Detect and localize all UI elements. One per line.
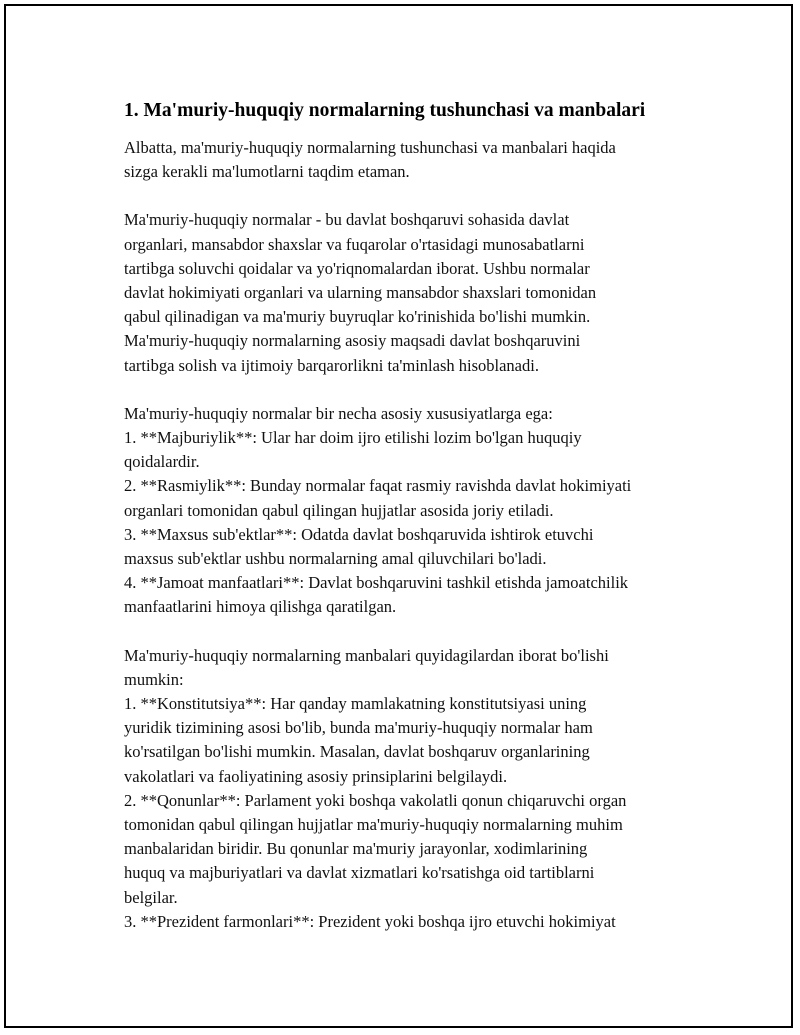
text-line: sizga kerakli ma'lumotlarni taqdim etaman.	[124, 162, 410, 182]
list-item-line: qoidalardir.	[124, 452, 200, 472]
list-item-line: yuridik tizimining asosi bo'lib, bunda ma'muriy-huquqiy normalar ham	[124, 718, 593, 738]
list-item-line: organlari tomonidan qabul qilingan hujjatlar asosida joriy etiladi.	[124, 500, 554, 520]
text-line: Ma'muriy-huquqiy normalarning manbalari quyidagilardan iborat bo'lishi	[124, 645, 609, 665]
list-item-line: 4. **Jamoat manfaatlari**: Davlat boshqaruvini tashkil etishda jamoatchilik	[124, 573, 629, 593]
text-line: Albatta, ma'muriy-huquqiy normalarning tushunchasi va manbalari haqida	[124, 138, 616, 157]
text-line: organlari, mansabdor shaxslar va fuqarolar o'rtasidagi munosabatlarni	[124, 234, 585, 254]
section-heading: 1. Ma'muriy-huquqiy normalarning tushunchasi va manbalari	[124, 100, 646, 121]
text-line: Ma'muriy-huquqiy normalar - bu davlat boshqaruvi sohasida davlat	[124, 210, 570, 230]
list-item-line: maxsus sub'ektlar ushbu normalarning amal qiluvchilari bo'ladi.	[124, 549, 547, 569]
list-item-line: manfaatlarini himoya qilishga qaratilgan.	[124, 597, 397, 617]
text-line: qabul qilinadigan va ma'muriy buyruqlar ko'rinishida bo'lishi mumkin.	[124, 307, 591, 327]
list-item-line: 3. **Prezident farmonlari**: Prezident yoki boshqa ijro etuvchi hokimiyat	[124, 911, 616, 931]
document-body	[124, 98, 700, 958]
list-item-line: 2. **Qonunlar**: Parlament yoki boshqa vakolatli qonun chiqaruvchi organ	[124, 790, 627, 810]
list-item-line: huquq va majburiyatlari va davlat xizmatlari ko'rsatishga oid tartiblarni	[124, 863, 595, 883]
document-page	[4, 4, 793, 1028]
list-item-line: belgilar.	[124, 887, 178, 907]
list-item-line: 1. **Konstitutsiya**: Har qanday mamlakatning konstitutsiyasi uning	[124, 694, 587, 714]
features-paragraph	[124, 402, 700, 620]
list-item-line: vakolatlari va faoliyatining asosiy prinsiplarini belgilaydi.	[124, 766, 508, 786]
list-item-line: 1. **Majburiylik**: Ular har doim ijro etilishi lozim bo'lgan huquqiy	[124, 428, 582, 448]
text-line: tartibga soluvchi qoidalar va yo'riqnomalardan iborat. Ushbu normalar	[124, 258, 590, 278]
list-item-line: ko'rsatilgan bo'lishi mumkin. Masalan, davlat boshqaruv organlarining	[124, 742, 590, 762]
intro-paragraph	[124, 136, 700, 184]
sources-paragraph	[124, 644, 700, 934]
list-item-line: 2. **Rasmiylik**: Bunday normalar faqat rasmiy ravishda davlat hokimiyati	[124, 476, 632, 496]
list-item-line: manbalaridan biridir. Bu qonunlar ma'muriy jarayonlar, xodimlarining	[124, 839, 588, 859]
text-line: Ma'muriy-huquqiy normalar bir necha asosiy xususiyatlarga ega:	[124, 403, 553, 423]
text-line: Ma'muriy-huquqiy normalarning asosiy maqsadi davlat boshqaruvini	[124, 331, 581, 351]
text-line: davlat hokimiyati organlari va ularning mansabdor shaxslari tomonidan	[124, 283, 597, 303]
list-item-line: 3. **Maxsus sub'ektlar**: Odatda davlat boshqaruvida ishtirok etuvchi	[124, 524, 594, 544]
text-line: tartibga solish va ijtimoiy barqarorlikni ta'minlash hisoblanadi.	[124, 355, 539, 375]
definition-paragraph	[124, 208, 700, 377]
text-line: mumkin:	[124, 669, 184, 689]
list-item-line: tomonidan qabul qilingan hujjatlar ma'muriy-huquqiy normalarning muhim	[124, 815, 623, 835]
